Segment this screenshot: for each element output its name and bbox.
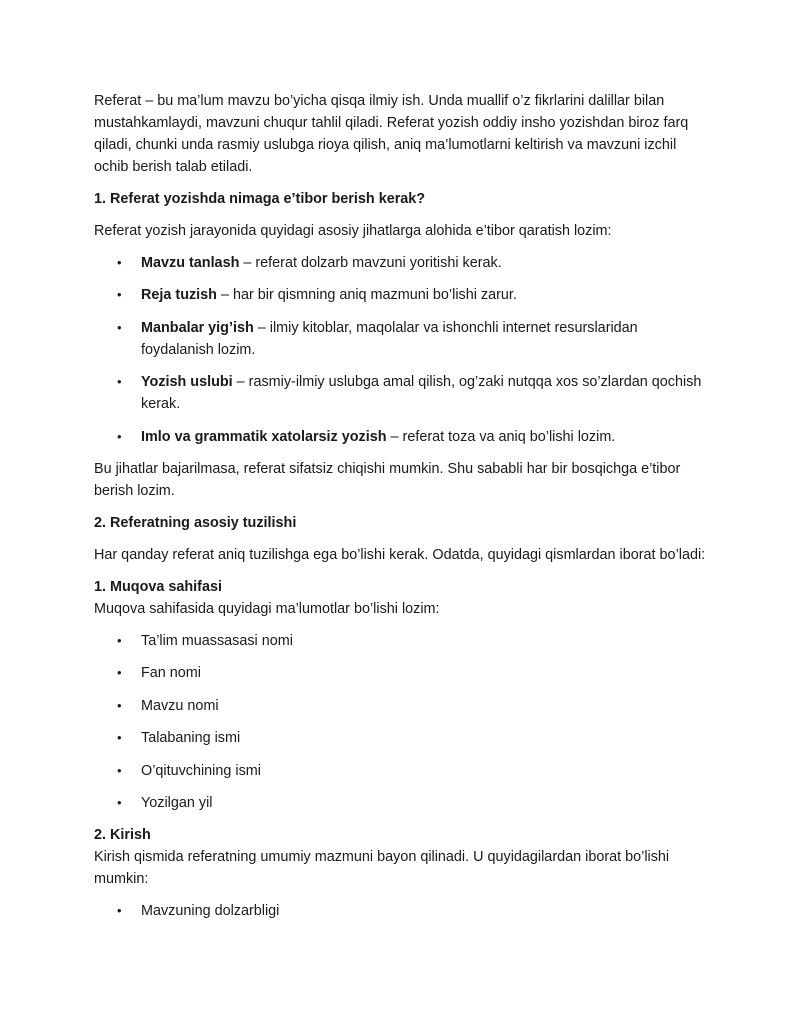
list-item-desc: – ilmiy kitoblar, maqolalar va ishonchli internet resurslaridan foydalanish lozim. [141, 319, 638, 358]
list-item-desc: – referat toza va aniq bo’lishi lozim. [386, 428, 616, 445]
section-1-list [94, 252, 714, 448]
list-item [94, 284, 714, 306]
list-item-text: Yozilgan yil [141, 794, 213, 811]
list-item-desc: – referat dolzarb mavzuni yoritishi kerak. [239, 255, 502, 271]
bullet-icon: • [117, 287, 122, 303]
list-item-text: Mavzu nomi [141, 697, 219, 714]
section-1-lead: Referat yozish jarayonida quyidagi asosiy jihatlarga alohida e’tibor qaratish lozim: [94, 223, 612, 239]
list-item-term: Mavzu tanlash [141, 255, 240, 271]
section-2-heading: 2. Referatning asosiy tuzilishi [94, 514, 297, 531]
section-1-heading: 1. Referat yozishda nimaga e’tibor berish kerak? [94, 191, 426, 207]
bullet-icon: • [117, 697, 122, 713]
part-2-lead: Kirish qismida referatning umumiy mazmuni bayon qilinadi. U quyidagilardan iborat bo’lishi mumkin: [94, 849, 670, 888]
part-2-title: 2. Kirish [94, 827, 151, 844]
bullet-icon: • [117, 903, 122, 919]
bullet-icon: • [117, 255, 122, 270]
list-item [94, 371, 714, 415]
bullet-icon: • [117, 730, 122, 746]
bullet-icon: • [117, 794, 122, 810]
intro-paragraph: Referat – bu ma’lum mavzu bo’yicha qisqa ilmiy ish. Unda muallif o’z fikrlarini dalillar bilan mustahkamlaydi, mavzuni chuqur tahlil qiladi. Referat yozish oddiy insho yozishdan biroz farq qiladi, chunki unda rasmiy uslubga rioya qilish, aniq ma’lumotlarni keltirish va mavzuni izchil ochib berish talab etiladi. [94, 93, 689, 175]
list-item-term: Yozish uslubi [141, 374, 233, 391]
bullet-icon: • [117, 762, 122, 778]
part-1-title: 1. Muqova sahifasi [94, 578, 222, 595]
list-item [94, 760, 714, 782]
bullet-icon: • [117, 428, 122, 444]
list-item-term: Manbalar yig’ish [141, 319, 254, 336]
bullet-icon: • [117, 319, 122, 335]
list-item [94, 792, 714, 814]
bullet-icon: • [117, 665, 122, 681]
bullet-icon: • [117, 374, 122, 390]
list-item [94, 695, 714, 717]
list-item [94, 662, 714, 684]
list-item [94, 317, 714, 361]
document-page [94, 90, 714, 933]
list-item-desc: – rasmiy-ilmiy uslubga amal qilish, og’zaki nutqqa xos so’zlardan qochish kerak. [141, 374, 702, 413]
list-item-text: Fan nomi [141, 665, 201, 682]
list-item [94, 900, 714, 922]
section-2-lead: Har qanday referat aniq tuzilishga ega bo’lishi kerak. Odatda, quyidagi qismlardan iborat bo’ladi: [94, 546, 706, 563]
list-item [94, 630, 714, 652]
section-1-outro: Bu jihatlar bajarilmasa, referat sifatsiz chiqishi mumkin. Shu sababli har bir bosqichga e’tibor berish lozim. [94, 460, 681, 499]
list-item-desc: – har bir qismning aniq mazmuni bo’lishi zarur. [216, 287, 517, 304]
list-item [94, 426, 714, 448]
list-item-text: Talabaning ismi [141, 730, 241, 747]
bullet-icon: • [117, 632, 122, 648]
list-item [94, 252, 714, 274]
part-1-lead: Muqova sahifasida quyidagi ma’lumotlar bo’lishi lozim: [94, 600, 440, 617]
list-item-text: Mavzuning dolzarbligi [141, 903, 280, 920]
part-1-list [94, 630, 714, 814]
part-2-list [94, 900, 714, 922]
list-item-term: Reja tuzish [141, 287, 217, 304]
list-item-term: Imlo va grammatik xatolarsiz yozish [141, 428, 387, 445]
list-item-text: O’qituvchining ismi [141, 762, 261, 779]
list-item [94, 727, 714, 749]
list-item-text: Ta’lim muassasasi nomi [141, 632, 293, 649]
